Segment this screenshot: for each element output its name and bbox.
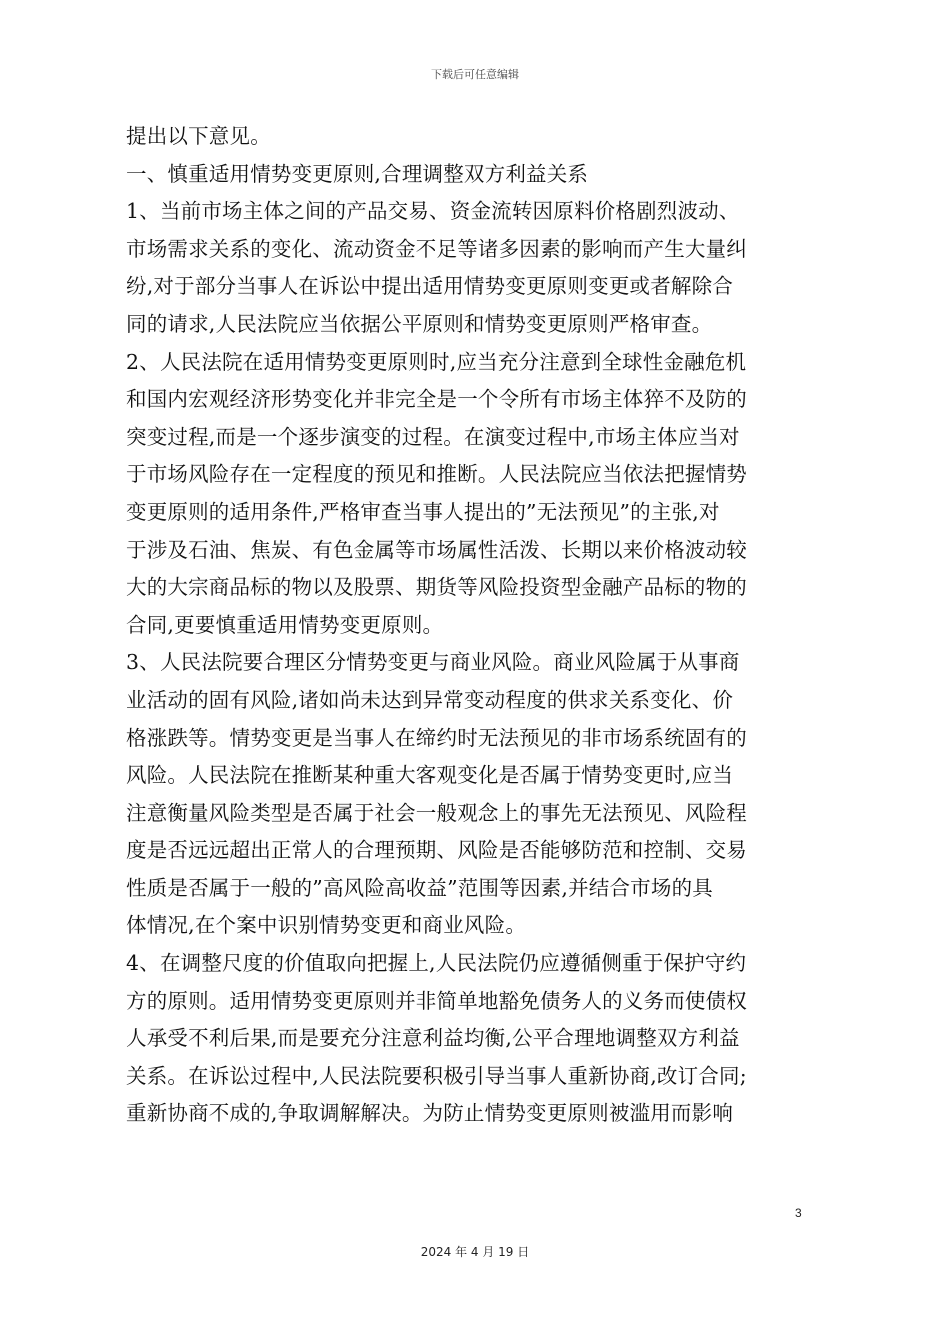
body-line: 提出以下意见。 — [126, 124, 271, 148]
body-line: 关系。在诉讼过程中,人民法院要积极引导当事人重新协商,改订合同; — [126, 1063, 747, 1088]
body-line: 注意衡量风险类型是否属于社会一般观念上的事先无法预见、风险程 — [126, 800, 747, 825]
body-line: 重新协商不成的,争取调解解决。为防止情势变更原则被滥用而影响 — [126, 1101, 734, 1126]
body-line: 市场需求关系的变化、流动资金不足等诸多因素的影响而产生大量纠 — [126, 236, 747, 261]
document-body — [126, 118, 828, 1133]
body-line: 大的大宗商品标的物以及股票、期货等风险投资型金融产品标的物的 — [126, 575, 747, 600]
body-line: 变更原则的适用条件,严格审查当事人提出的”无法预见”的主张,对 — [126, 499, 720, 524]
body-line: 风险。人民法院在推断某种重大客观变化是否属于情势变更时,应当 — [126, 763, 734, 788]
page-number: 3 — [795, 1206, 802, 1220]
page-header: 下载后可任意编辑 — [431, 68, 519, 81]
body-line: 体情况,在个案中识别情势变更和商业风险。 — [126, 913, 527, 938]
body-line: 于市场风险存在一定程度的预见和推断。人民法院应当依法把握情势 — [126, 462, 747, 487]
body-line: 于涉及石油、焦炭、有色金属等市场属性活泼、长期以来价格波动较 — [126, 537, 747, 562]
body-line: 1、当前市场主体之间的产品交易、资金流转因原料价格剧烈波动、 — [126, 199, 740, 224]
body-line: 方的原则。适用情势变更原则并非简单地豁免债务人的义务而使债权 — [126, 988, 747, 1013]
body-line: 3、人民法院要合理区分情势变更与商业风险。商业风险属于从事商 — [126, 650, 740, 675]
body-line: 纷,对于部分当事人在诉讼中提出适用情势变更原则变更或者解除合 — [126, 274, 734, 299]
body-line: 合同,更要慎重适用情势变更原则。 — [126, 612, 444, 637]
body-line: 2、人民法院在适用情势变更原则时,应当充分注意到全球性金融危机 — [126, 349, 747, 374]
body-line: 格涨跌等。情势变更是当事人在缔约时无法预见的非市场系统固有的 — [126, 725, 747, 750]
body-line: 突变过程,而是一个逐步演变的过程。在演变过程中,市场主体应当对 — [126, 424, 740, 449]
body-line: 人承受不利后果,而是要充分注意利益均衡,公平合理地调整双方利益 — [126, 1026, 740, 1051]
body-line: 同的请求,人民法院应当依据公平原则和情势变更原则严格审查。 — [126, 311, 713, 336]
body-line: 性质是否属于一般的”高风险高收益”范围等因素,并结合市场的具 — [126, 875, 713, 900]
section-heading: 一、慎重适用情势变更原则,合理调整双方利益关系 — [126, 161, 589, 186]
footer-date: 2024 年 4 月 19 日 — [420, 1245, 530, 1259]
body-line: 度是否远远超出正常人的合理预期、风险是否能够防范和控制、交易 — [126, 838, 747, 863]
body-line: 和国内宏观经济形势变化并非完全是一个令所有市场主体猝不及防的 — [126, 387, 747, 412]
body-line: 业活动的固有风险,诸如尚未达到异常变动程度的供求关系变化、价 — [126, 687, 734, 712]
body-line: 4、在调整尺度的价值取向把握上,人民法院仍应遵循侧重于保护守约 — [126, 951, 747, 976]
